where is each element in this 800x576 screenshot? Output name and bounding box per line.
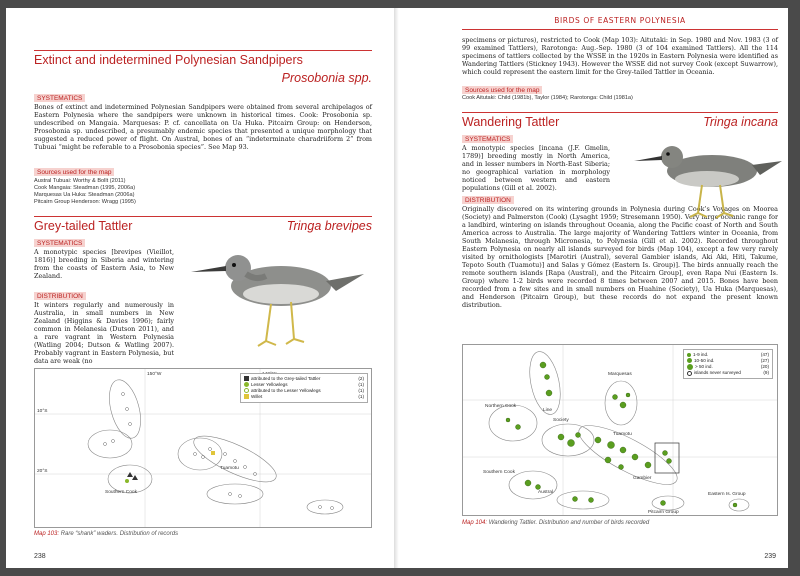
legend-item: islands never surveyed (9)	[687, 370, 769, 376]
marquesas-label: Marquesas	[608, 372, 632, 377]
map-103-legend	[240, 373, 368, 403]
scientific-name: Tringa incana	[703, 115, 778, 129]
tuamotu-label: Tuamotu	[613, 432, 632, 437]
willet-record-marker	[211, 451, 215, 455]
running-head: BIRDS OF EASTERN POLYNESIA	[462, 8, 778, 30]
source-item: Cook Mangaia: Steadman (1995, 2006a)	[34, 185, 136, 191]
sources-label: Sources used for the map	[34, 168, 114, 176]
legend-item: 1-9 ind. (47)	[687, 352, 769, 358]
distribution-text: Originally discovered on its wintering grounds in Polynesia during Cook’s Voyages on Moorea (Society) and Palmerston (Cook) (Lysaght 1959; Stresemann 1950). Very large oceanic range for a landbird, wintering on islands throughout Oceania, along the Pacific coast of North and South America across to Australia. The large majority of Wandering Tattlers winter in Oceania, from South Melanesia, through Micronesia, to Polynesia (Gill et al. 2002). Recorded throughout Eastern Polynesia on nearly all islands surveyed for birds (Map 104), except a few very rarely visited by ornithologists [Marotiri (Austral), several Gambier islands, Aki Aki, Hiti, Takume, Tepoto South (Tuamotu)] and Salas y Gómez (Eastern Is. Group)]. The birds annually reach the remote southern islands [Rapa (Austral), and the Pitcairn Group], even Rapa Nui (Eastern Is. Group) where 1-2 birds were recorded 8 times between 2007 and 2015. Bones have been recorded from a few sites and in small numbers on Huahine (Society), Ua Huka (Marquesas), and Henderson (Pitcairn Group), but these records do not expand the present known distribution.	[462, 205, 778, 309]
species-name: Wandering Tattler	[462, 115, 560, 129]
tattler-record-marker	[127, 472, 133, 477]
section-title-polynesian-sandpipers	[34, 50, 372, 90]
tattler-record-marker	[132, 475, 138, 480]
systematics-text: A monotypic species [brevipes (Vieillot, 1816)] breeding in Siberia and wintering from the coasts of Eastern Asia, to New Zealand.	[34, 248, 174, 280]
section-title-grey-tailed-tattler	[34, 216, 372, 238]
systematics-label: SYSTEMATICS	[34, 94, 85, 102]
legend-item: 10-50 ind. (27)	[687, 358, 769, 364]
species-name: Grey-tailed Tattler	[34, 219, 133, 233]
wandering-tattler-illustration	[612, 133, 784, 223]
map-103-caption: Map 103: Rare “shank” waders. Distribution of records	[34, 531, 179, 537]
systematics-text: Bones of extinct and indetermined Polynesian Sandpipers were obtained from several archipelagos of Eastern Polynesia where the sandpipers were unknown in historical times. Cook: Prosobonia sp. undescribed on Mangaia. Marquesas: P. cf. cancellata on Ua Huka. Pitcairn Group: on Henderson, Prosobonia sp. undescribed, a presumably endemic species that presented a unique morphology that suggested a reduced power of flight. On Austral, bones of an “indeterminate charadriiform 2” from Tubuai “might be referable to a Prosobonia species”. See Map 93.	[34, 103, 372, 151]
scientific-name: Prosobonia spp.	[281, 71, 372, 85]
sources-label: Sources used for the map	[462, 86, 542, 94]
systematics-label: SYSTEMATICS	[34, 239, 85, 247]
map-103	[34, 368, 372, 528]
page-number: 238	[34, 553, 46, 560]
source-item: Marquesas Ua Huka: Steadman (2006a)	[34, 192, 135, 198]
sources-list	[34, 178, 334, 206]
legend-item: Willet (1)	[244, 394, 364, 400]
map-104-legend	[683, 349, 773, 379]
longitude-label: 150°W	[147, 372, 162, 377]
section-title-wandering-tattler	[462, 112, 778, 134]
distribution-text: It winters regularly and numerously in Australia, in small numbers in New Zealand (Higgins & Davies 1996); fairly common in Melanesia (Dutson 2011), and a rare vagrant in Western Polynesia (Watling 2004; Dutson & Watling 2007). Probably vagrant in Eastern Polynesia, but data are weak (no	[34, 301, 174, 365]
tuamotu-label: Tuamotu	[220, 466, 239, 471]
systematics-label: SYSTEMATICS	[462, 135, 513, 143]
scientific-name: Tringa brevipes	[286, 219, 372, 233]
latitude-label: 10°S	[37, 409, 48, 414]
southern-cook-label: Southern Cook	[105, 490, 137, 495]
map-104-caption: Map 104: Wandering Tattler. Distribution and number of birds recorded	[462, 520, 650, 526]
page-number: 239	[764, 553, 776, 560]
austral-label: Austral	[538, 490, 553, 495]
map-104	[462, 344, 778, 516]
distribution-label: DISTRIBUTION	[34, 292, 86, 300]
sources-text: Cook Aitutaki: Child (1981b), Taylor (1984); Rarotonga: Child (1981a)	[462, 95, 633, 101]
source-item: Pitcairn Group Henderson: Wragg (1995)	[34, 199, 136, 205]
legend-item: attributed to the Lesser Yellowlegs (1)	[244, 388, 364, 394]
latitude-label: 20°S	[37, 469, 48, 474]
legend-item: attributed to the Grey-tailed Tattler (2)	[244, 376, 364, 382]
yellowlegs-record-marker	[125, 479, 129, 483]
pitcairn-label: Pitcairn Group	[648, 510, 679, 515]
source-item: Austral Tubuai: Worthy & Bollt (2011)	[34, 178, 126, 184]
northern-cook-label: Northern Cook	[485, 404, 517, 409]
legend-item: Lesser Yellowlegs (1)	[244, 382, 364, 388]
gambier-label: Gambier	[633, 476, 652, 481]
left-page	[6, 8, 394, 568]
legend-item: > 50 ind. (20)	[687, 364, 769, 370]
species-name: Extinct and indetermined Polynesian Sandpipers	[34, 53, 303, 67]
line-islands-label: Line	[543, 408, 553, 413]
society-label: Society	[553, 418, 569, 423]
southern-cook-label: Southern Cook	[483, 470, 515, 475]
grey-tailed-tattler-illustration	[186, 236, 366, 356]
systematics-text: A monotypic species [incana (J.F. Gmelin, 1789)] breeding mostly in North America, and in lesser numbers in North-East Siberia; no geographical variation in morphology noticed between western and eastern populations (Gill et al. 2002).	[462, 144, 610, 192]
continued-text: specimens or pictures), restricted to Cook (Map 103): Aitutaki: in Sep. 1980 and Nov. 1983 (3 of 99 examined Tattlers), Rarotonga: Aug.-Sep. 1980 (3 of 104 examined Tattlers). All the 114 specimens of tattlers collected by the WSSE in the 1920s in Eastern Polynesia were identified as Wandering Tattlers (Stickney 1943). However the WSSE did not survey Cook (except Suwarrow), which could represent the eastern limit for the Grey-tailed Tattler in Oceania.	[462, 36, 778, 76]
eastern-group-label: Eastern Is. Group	[708, 492, 746, 497]
distribution-label: DISTRIBUTION	[462, 196, 514, 204]
right-page	[400, 8, 788, 568]
